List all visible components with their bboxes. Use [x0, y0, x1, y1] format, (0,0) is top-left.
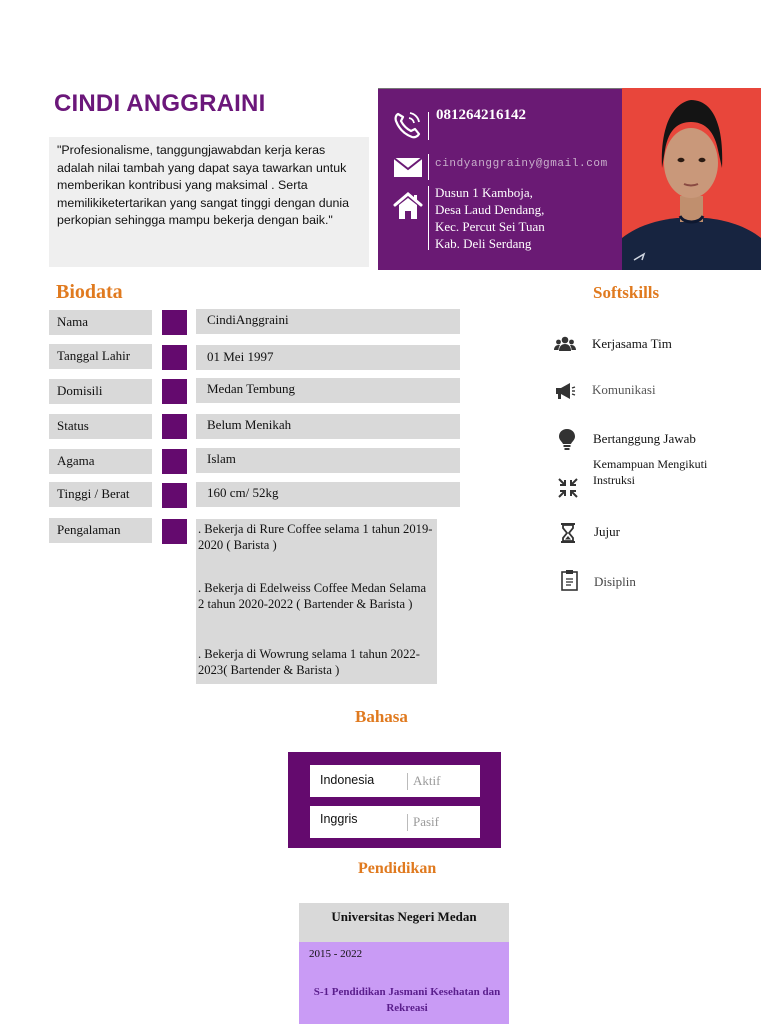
biodata-marker — [162, 379, 187, 404]
softskill-label: Kerjasama Tim — [592, 336, 672, 351]
address-line: Desa Laud Dendang, — [435, 202, 545, 217]
megaphone-icon — [554, 380, 576, 402]
biodata-label: Domisili — [49, 379, 152, 404]
experience-item: . Bekerja di Rure Coffee selama 1 tahun 2019-2020 ( Barista ) — [198, 522, 433, 552]
envelope-icon — [393, 157, 423, 178]
experience-item: . Bekerja di Edelweiss Coffee Medan Selama 2 tahun 2020-2022 ( Bartender & Barista ) — [198, 581, 427, 611]
biodata-label: Nama — [49, 310, 152, 335]
education-details — [299, 942, 509, 1024]
biodata-marker — [162, 519, 187, 544]
biodata-value: CindiAnggraini — [196, 309, 460, 334]
biodata-label: Tanggal Lahir — [49, 344, 152, 369]
address-line: Dusun 1 Kamboja, — [435, 185, 533, 200]
education-program — [307, 984, 507, 1016]
home-icon — [393, 192, 423, 220]
biodata-marker — [162, 483, 187, 508]
bahasa-heading: Bahasa — [355, 707, 408, 726]
softskills-heading: Softskills — [593, 283, 660, 302]
biodata-marker — [162, 449, 187, 474]
email-address[interactable]: cindyanggrainy@gmail.com — [435, 158, 608, 170]
profile-photo — [622, 88, 761, 270]
experience-list — [196, 519, 437, 684]
clipboard-icon — [559, 569, 581, 591]
candidate-name: CINDI ANGGRAINI — [54, 90, 266, 117]
address-line: Kec. Percut Sei Tuan — [435, 219, 545, 234]
profile-quote: "Profesionalisme, tanggungjawabdan kerja keras adalah nilai tambah yang dapat saya tawarkan untuk memberikan kontribusi yang maksimal . Serta memilikiketertarikan yang sangat tinggi dengan dunia perkopian sehingga mampu bekerja dengan baik." — [49, 137, 369, 267]
language-name: Inggris — [320, 812, 358, 826]
arrows-inward-icon — [557, 477, 579, 499]
language-row — [310, 765, 480, 797]
biodata-label: Agama — [49, 449, 152, 474]
phone-icon — [392, 110, 422, 140]
address — [435, 184, 545, 252]
hourglass-icon — [557, 522, 579, 544]
biodata-value: 160 cm/ 52kg — [196, 482, 460, 507]
biodata-label: Status — [49, 414, 152, 439]
team-icon — [554, 333, 576, 355]
softskill-label: Jujur — [594, 524, 620, 539]
language-divider — [407, 773, 408, 790]
language-level: Aktif — [413, 773, 441, 788]
education-program-text: S-1 Pendidikan Jasmani Kesehatan dan Rekreasi — [313, 986, 501, 1014]
biodata-marker — [162, 345, 187, 370]
biodata-value: 01 Mei 1997 — [196, 345, 460, 370]
softskill-label: Kemampuan Mengikuti Instruksi — [593, 457, 708, 487]
language-level: Pasif — [413, 814, 439, 829]
language-name: Indonesia — [320, 773, 375, 787]
experience-item: . Bekerja di Wowrung selama 1 tahun 2022-2023( Bartender & Barista ) — [198, 647, 420, 677]
lightbulb-icon — [556, 428, 578, 450]
phone-number[interactable]: 081264216142 — [436, 107, 526, 123]
address-line: Kab. Deli Serdang — [435, 236, 532, 251]
biodata-value: Medan Tembung — [196, 378, 460, 403]
pendidikan-heading: Pendidikan — [358, 860, 437, 877]
language-divider — [407, 814, 408, 831]
biodata-marker — [162, 310, 187, 335]
biodata-heading: Biodata — [56, 281, 123, 303]
education-institution: Universitas Negeri Medan — [299, 903, 509, 942]
phone-divider — [428, 112, 429, 140]
biodata-value: Islam — [196, 448, 460, 473]
person-portrait-icon — [622, 88, 761, 270]
education-years: 2015 - 2022 — [309, 948, 363, 960]
biodata-value: Belum Menikah — [196, 414, 460, 439]
biodata-label: Tinggi / Berat — [49, 482, 152, 507]
softskill-label: Komunikasi — [592, 382, 656, 397]
experience-label: Pengalaman — [49, 518, 152, 543]
softskill-label: Disiplin — [594, 574, 636, 589]
address-divider — [428, 186, 429, 250]
softskill-label: Bertanggung Jawab — [593, 431, 696, 446]
language-row — [310, 806, 480, 838]
email-divider — [428, 154, 429, 180]
biodata-marker — [162, 414, 187, 439]
